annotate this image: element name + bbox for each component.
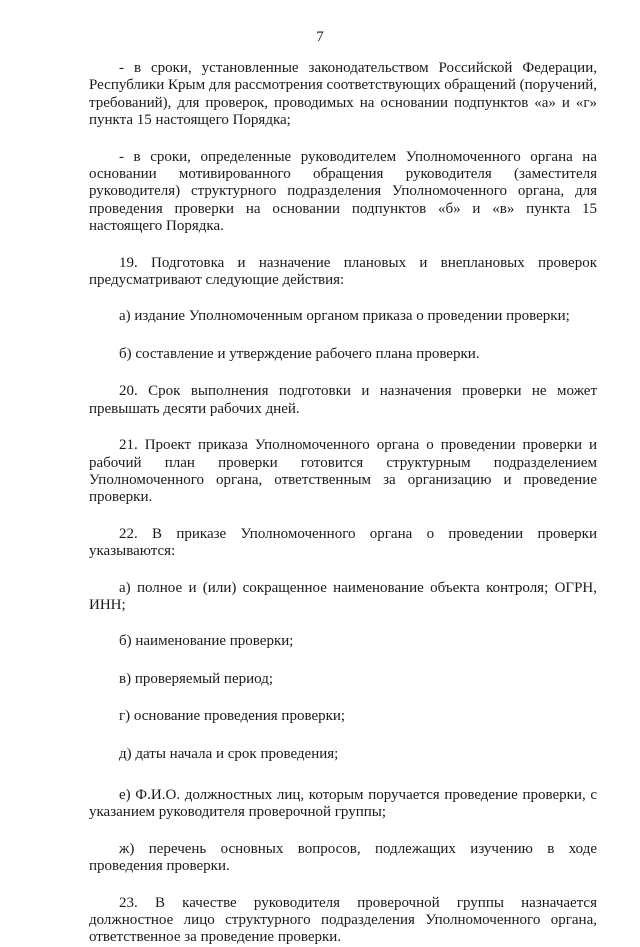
list-item-22f: е) Ф.И.О. должностных лиц, которым поручается проведение проверки, с указанием руководителя проверочной группы; [89, 786, 597, 821]
paragraph-23: 23. В качестве руководителя проверочной группы назначается должностное лицо структурного подразделения Уполномоченного органа, ответственное за проведение проверки. [89, 894, 597, 946]
list-item-22g: ж) перечень основных вопросов, подлежащих изучению в ходе проведения проверки. [89, 840, 597, 875]
document-body [89, 60, 597, 947]
list-item-22b: б) наименование проверки; [119, 633, 294, 650]
list-item-19a: а) издание Уполномоченным органом приказа о проведении проверки; [119, 308, 570, 325]
paragraph-22: 22. В приказе Уполномоченного органа о проведении проверки указываются: [89, 525, 597, 560]
list-item-22a: а) полное и (или) сокращенное наименование объекта контроля; ОГРН, ИНН; [89, 579, 597, 613]
list-item-22d: г) основание проведения проверки; [119, 708, 346, 725]
paragraph-20: 20. Срок выполнения подготовки и назначения проверки не может превышать десяти рабочих дней. [89, 383, 597, 417]
paragraph-deadline-director: - в сроки, определенные руководителем Уполномоченного органа на основании мотивированного обращения руководителя (заместителя руководителя) структурного подразделения Уполномоченного органа, для проведения проверки на основании подпунктов «б» и «в» пункта 15 настоящего Порядка. [89, 148, 597, 235]
paragraph-19: 19. Подготовка и назначение плановых и внеплановых проверок предусматривают следующие действия: [89, 254, 597, 289]
paragraph-21: 21. Проект приказа Уполномоченного органа о проведении проверки и рабочий план проверки готовится структурным подразделением Уполномоченного органа, ответственным за организацию и проведение проверки. [89, 437, 597, 506]
list-item-22c: в) проверяемый период; [119, 670, 273, 687]
list-item-19b: б) составление и утверждение рабочего плана проверки. [119, 345, 480, 362]
page-number: 7 [316, 29, 324, 45]
list-item-22e: д) даты начала и срок проведения; [119, 745, 339, 762]
paragraph-deadline-statutory: - в сроки, установленные законодательством Российской Федерации, Республики Крым для рассмотрения соответствующих обращений (поручений, требований), для проверок, проводимых на основании подпунктов «а» и «г» пункта 15 настоящего Порядка; [89, 60, 597, 129]
